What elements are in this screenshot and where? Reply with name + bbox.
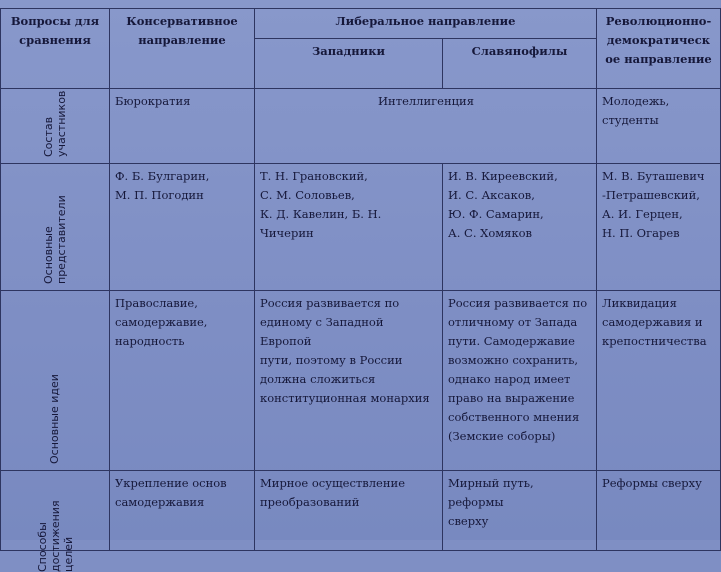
cell-conservative-representatives: Ф. Б. Булгарин, М. П. Погодин [110,164,255,291]
cell-liberal-participants: Интеллигенция [255,89,597,164]
row-label-methods: Способы достижения целей [1,471,110,551]
comparison-table [0,8,721,572]
header-questions: Вопросы для сравнения [1,9,110,89]
row-label-representatives: Основные представители [1,164,110,291]
header-revolutionary: Революционно- демократическ ое направление [597,9,721,89]
row-ideas [1,291,721,471]
cell-westerners-methods: Мирное осуществление преобразований [255,471,443,551]
header-row-1 [1,9,721,39]
cell-slavophiles-representatives: И. В. Киреевский, И. С. Аксаков, Ю. Ф. Самарин, А. С. Хомяков [443,164,597,291]
cell-revolutionary-representatives: М. В. Буташевич -Петрашевский, А. И. Герцен, Н. П. Огарев [597,164,721,291]
cell-revolutionary-ideas: Ликвидация самодержавия и крепостничества [597,291,721,471]
header-slavophiles: Славянофилы [443,39,597,89]
row-methods [1,471,721,551]
cell-westerners-representatives: Т. Н. Грановский, С. М. Соловьев, К. Д. Кавелин, Б. Н. Чичерин [255,164,443,291]
cell-westerners-ideas: Россия развивается по единому с Западной Европой пути, поэтому в России должна сложиться конституционная монархия [255,291,443,471]
header-conservative: Консервативное направление [110,9,255,89]
row-participants [1,89,721,164]
header-liberal: Либеральное направление [255,9,597,39]
cell-revolutionary-methods: Реформы сверху [597,471,721,551]
cell-conservative-methods: Укрепление основ самодержавия [110,471,255,551]
cell-slavophiles-ideas: Россия развивается по отличному от Запада пути. Самодержавие возможно сохранить, однако народ имеет право на выражение собственного мнения (Земские соборы) [443,291,597,471]
cell-slavophiles-methods: Мирный путь, реформы сверху [443,471,597,551]
cell-conservative-participants: Бюрократия [110,89,255,164]
row-label-participants: Состав участников [1,89,110,164]
row-label-ideas: Основные идеи [1,291,110,471]
header-westerners: Западники [255,39,443,89]
cell-conservative-ideas: Православие, самодержавие, народность [110,291,255,471]
row-representatives [1,164,721,291]
cell-revolutionary-participants: Молодежь, студенты [597,89,721,164]
